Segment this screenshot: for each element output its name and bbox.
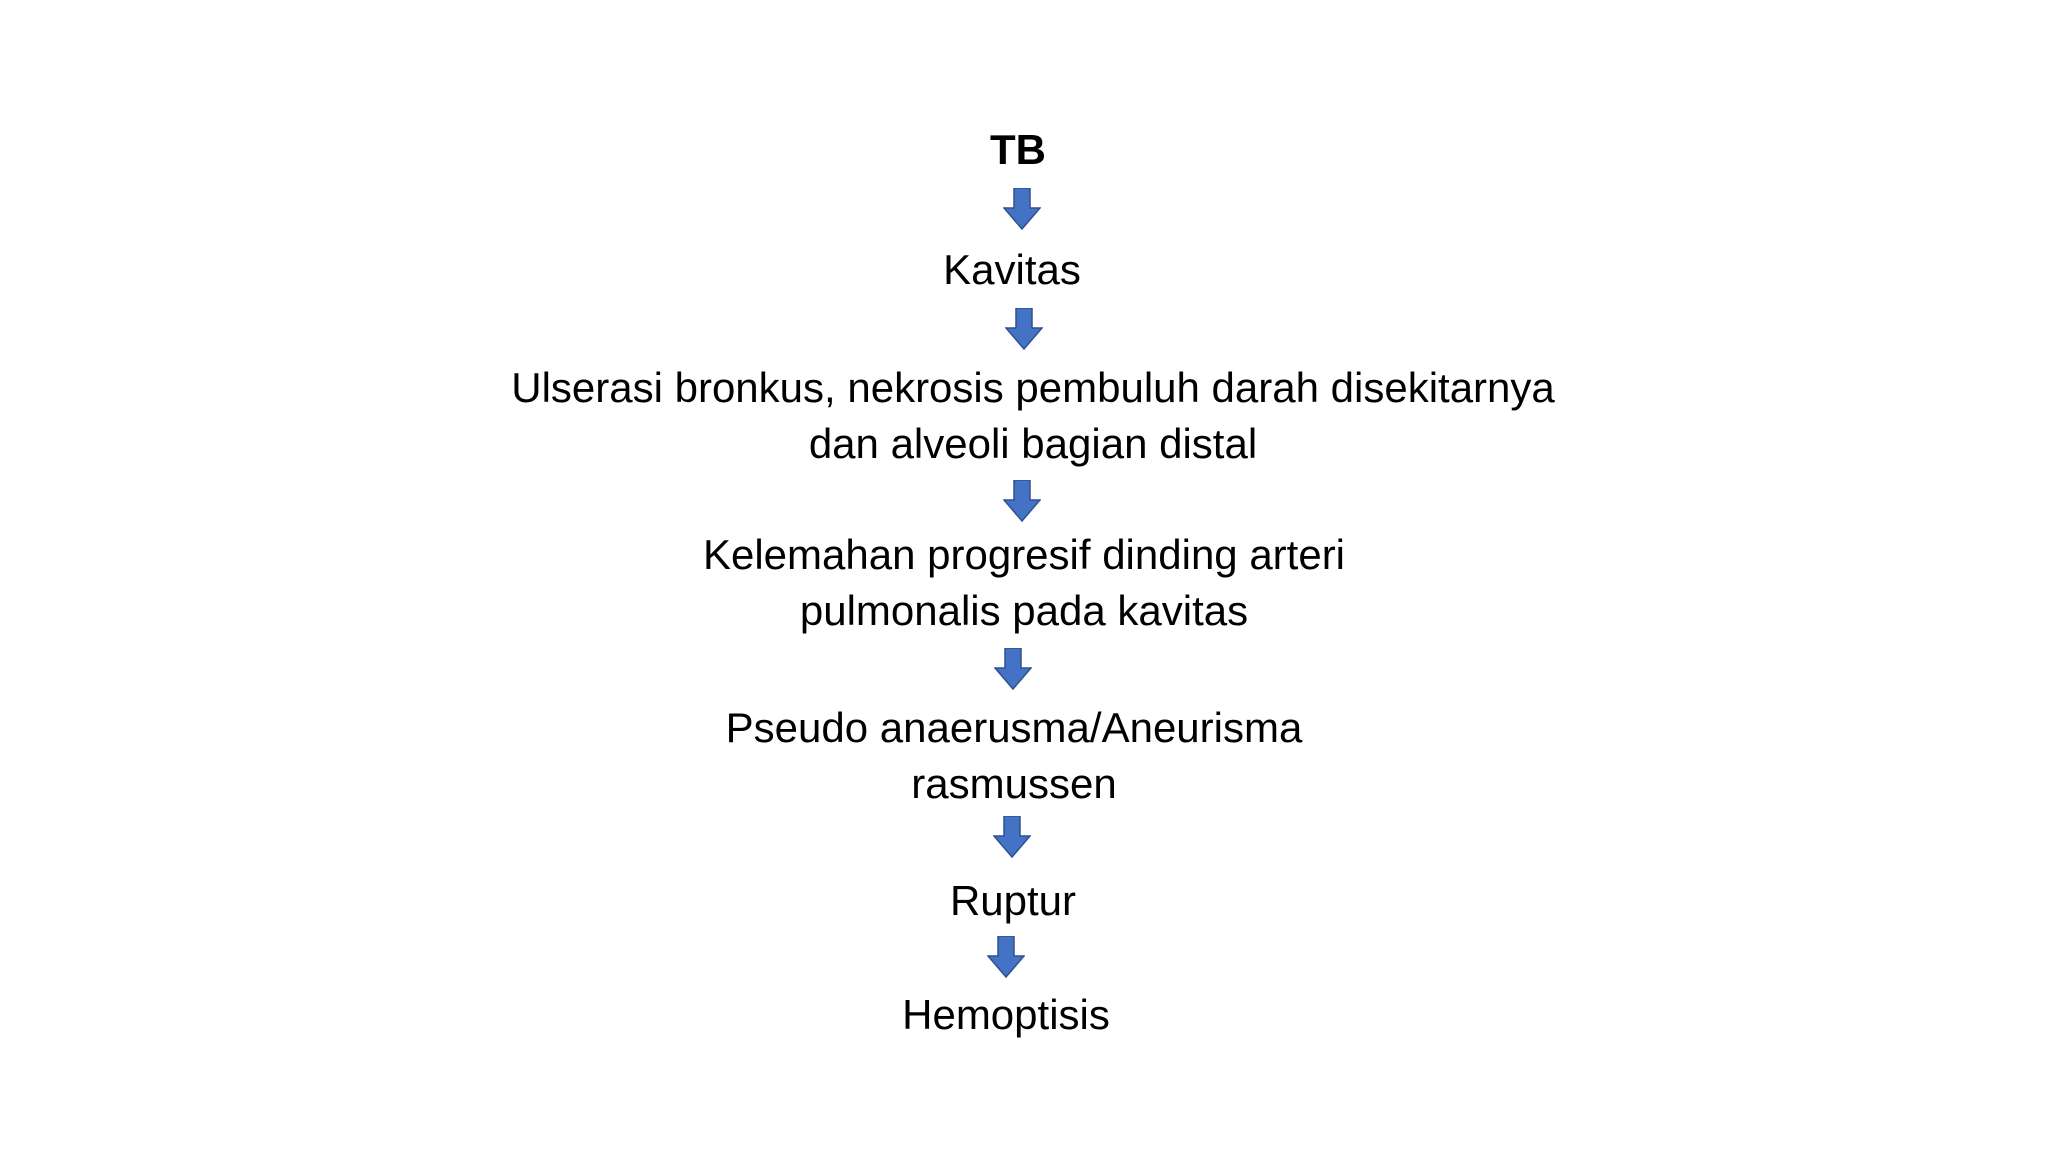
node-ulserasi	[511, 360, 1555, 472]
node-hemoptisis-label: Hemoptisis	[902, 991, 1110, 1038]
node-tb	[990, 122, 1046, 178]
node-pseudo-aneurisma	[726, 700, 1303, 812]
down-arrow-icon	[993, 816, 1031, 858]
node-pseudo-aneurisma-line-2: rasmussen	[911, 760, 1117, 807]
node-kavitas-label: Kavitas	[943, 246, 1081, 293]
node-tb-label: TB	[990, 126, 1046, 173]
down-arrow-icon	[1003, 480, 1041, 522]
node-kelemahan-line-1: Kelemahan progresif dinding arteri	[702, 531, 1346, 578]
down-arrow-icon	[1005, 308, 1043, 350]
node-hemoptisis	[902, 987, 1110, 1043]
down-arrow-icon	[987, 936, 1025, 978]
node-ruptur	[950, 873, 1076, 929]
node-pseudo-aneurisma-line-1: Pseudo anaerusma/Aneurisma	[725, 704, 1303, 751]
node-ulserasi-line-1: Ulserasi bronkus, nekrosis pembuluh darah disekitarnya	[511, 364, 1555, 411]
down-arrow-icon	[1003, 188, 1041, 230]
node-ulserasi-line-2: dan alveoli bagian distal	[808, 420, 1258, 467]
node-kelemahan-line-2: pulmonalis pada kavitas	[799, 587, 1249, 634]
node-kelemahan	[703, 527, 1345, 639]
down-arrow-icon	[994, 648, 1032, 690]
node-kavitas	[943, 242, 1081, 298]
node-ruptur-label: Ruptur	[949, 877, 1077, 924]
